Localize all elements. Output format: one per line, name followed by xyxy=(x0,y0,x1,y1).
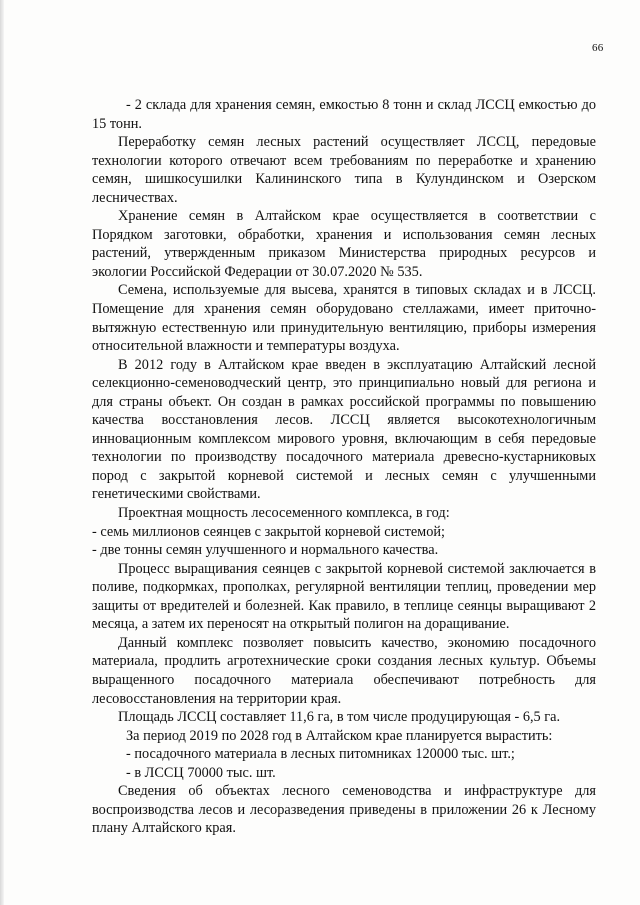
scan-edge xyxy=(0,0,4,905)
paragraph-seed-processing: Переработку семян лесных растений осуществляет ЛССЦ, передовые технологии которого отвечают всем требованиям по переработке и хранению семян, шишкосушилки Калининского типа в Кулундинском и Озерском лесничествах. xyxy=(92,134,596,206)
document-body xyxy=(92,96,596,838)
paragraph-storage-facilities: Семена, используемые для высева, хранятся в типовых складах и в ЛССЦ. Помещение для хранения семян оборудовано стеллажами, имеет приточно-вытяжную естественную или принудительную вентиляцию, приборы измерения относительной влажности и температуры воздуха. xyxy=(92,282,596,355)
paragraph-lssc-area: Площадь ЛССЦ составляет 11,6 га, в том числе продуцирующая - 6,5 га. xyxy=(118,709,561,726)
page-number: 66 xyxy=(592,42,604,54)
paragraph-seed-storage-order: Хранение семян в Алтайском крае осуществляется в соответствии с Порядком заготовки, обработки, хранения и использования семян лесных растений, утвержденным приказом Министерства природных ресурсов и экологии Российской Федерации от 30.07.2020 № 535. xyxy=(92,208,596,280)
paragraph-lssc-history: В 2012 году в Алтайском крае введен в эксплуатацию Алтайский лесной селекционно-семеноводческий центр, это принципиально новый для региона и для страны объект. Он создан в рамках российской программы по повышению качества восстановления лесов. ЛССЦ является высокотехнологичным инновационным комплексом мирового уровня, включающим в себя передовые технологии по производству посадочного материала древесно-кустарниковых пород с закрытой корневой системой и лесных семян с улучшенными генетическими свойствами. xyxy=(92,356,596,503)
list-item-seedlings: - семь миллионов сеянцев с закрытой корневой системой; xyxy=(92,523,445,540)
list-item-lssc-material: - в ЛССЦ 70000 тыс. шт. xyxy=(126,764,276,781)
paragraph-capacity-heading: Проектная мощность лесосеменного комплекса, в год: xyxy=(118,505,450,522)
paragraph-appendix-reference: Сведения об объектах лесного семеноводства и инфраструктуре для воспроизводства лесов и лесоразведения приведены в приложении 26 к Лесному плану Алтайского края. xyxy=(92,783,596,837)
paragraph-planned-growth: За период 2019 по 2028 год в Алтайском крае планируется вырастить: xyxy=(126,727,553,744)
list-item-seeds: - две тонны семян улучшенного и нормального качества. xyxy=(92,542,439,559)
list-item-nursery-material: - посадочного материала в лесных питомниках 120000 тыс. шт.; xyxy=(126,746,515,763)
paragraph-growing-process: Процесс выращивания сеянцев с закрытой корневой системой заключается в поливе, подкормках, прополках, регулярной вентиляции теплиц, проведении мер защиты от вредителей и болезней. Как правило, в теплице сеянцы выращивают 2 месяца, а затем их переносят на открытый полигон на доращивание. xyxy=(92,560,596,633)
paragraph-seed-warehouses: - 2 склада для хранения семян, емкостью 8 тонн и склад ЛССЦ емкостью до 15 тонн. xyxy=(92,97,596,132)
paragraph-complex-benefits: Данный комплекс позволяет повысить качество, экономию посадочного материала, продлить агротехнические сроки создания лесных культур. Объемы выращенного посадочного материала обеспечивают потребность для лесовосстановления на территории края. xyxy=(92,634,596,707)
